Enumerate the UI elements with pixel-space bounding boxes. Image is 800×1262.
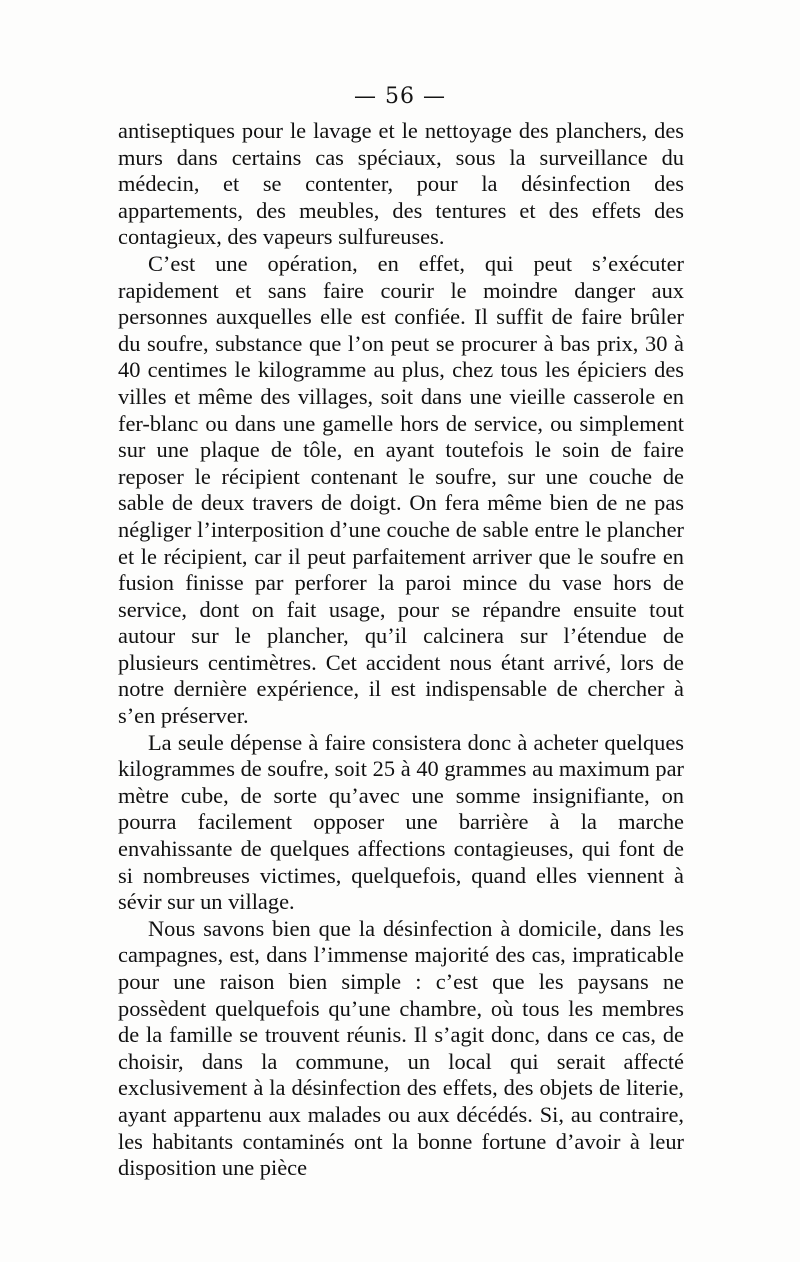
paragraph: C’est une opération, en effet, qui peut s’exécuter rapidement et sans faire courir le moindre danger aux personnes auxquelles elle est confiée. Il suffit de faire brûler du soufre, substance que l’on peut se procurer à bas prix, 30 à 40 centimes le kilogramme au plus, chez tous les épiciers des villes et même des villages, soit dans une vieille casserole en fer-blanc ou dans une gamelle hors de service, ou simplement sur une plaque de tôle, en ayant toutefois le soin de faire reposer le récipient contenant le soufre, sur une couche de sable de deux travers de doigt. On fera même bien de ne pas négliger l’interposition d’une couche de sable entre le plancher et le récipient, car il peut parfaitement arriver que le soufre en fusion finisse par perforer la paroi mince du vase hors de service, dont on fait usage, pour se répandre ensuite tout autour sur le plancher, qu’il calcinera sur l’étendue de plusieurs centimètres. Cet accident nous étant arrivé, lors de notre dernière expérience, il est indispensable de chercher à s’en préserver.	[118, 250, 684, 729]
paragraph: antiseptiques pour le lavage et le nettoyage des planchers, des murs dans certains cas spéciaux, sous la surveillance du médecin, et se contenter, pour la désinfection des appartements, des meubles, des tentures et des effets des contagieux, des vapeurs sulfureuses.	[118, 118, 684, 250]
page-number-header: — 56 —	[354, 84, 446, 109]
paragraph: La seule dépense à faire consistera donc à acheter quelques kilogrammes de soufre, soit 25 à 40 grammes au maximum par mètre cube, de sorte qu’avec une somme insignifiante, on pourra facilement opposer une barrière à la marche envahissante de quelques affections contagieuses, qui font de si nombreuses victimes, quelquefois, quand elles viennent à sévir sur un village.	[118, 729, 684, 915]
body-text	[118, 118, 684, 1182]
paragraph: Nous savons bien que la désinfection à domicile, dans les campagnes, est, dans l’immense majorité des cas, impraticable pour une raison bien simple : c’est que les paysans ne possèdent quelquefois qu’une chambre, où tous les membres de la famille se trouvent réunis. Il s’agit donc, dans ce cas, de choisir, dans la commune, un local qui serait affecté exclusivement à la désinfection des effets, des objets de literie, ayant appartenu aux malades ou aux décédés. Si, au contraire, les habitants contaminés ont la bonne fortune d’avoir à leur disposition une pièce	[118, 915, 684, 1181]
